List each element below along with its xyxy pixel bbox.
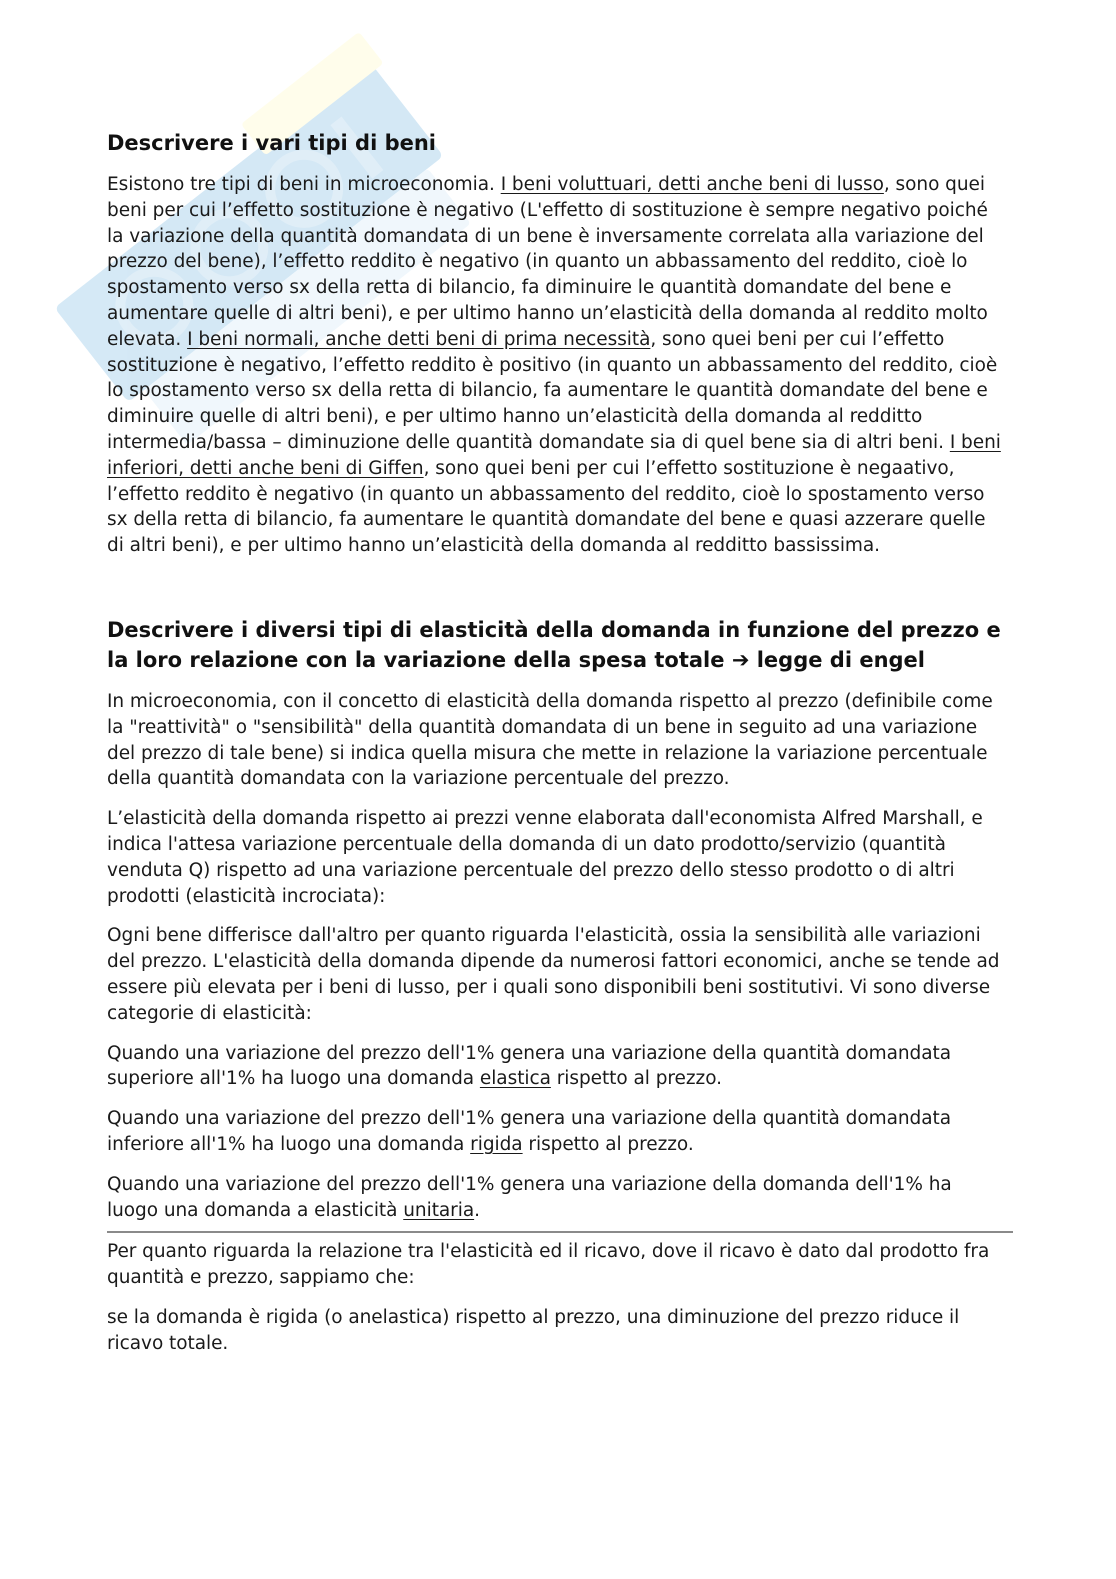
text-run: , sono quei beni per cui l’effetto sostituzione è negaativo, l’effetto reddito è negativo (in quanto un abbassamento del reddito, cioè lo spostamento verso sx della retta di bilancio, fa aumentare le quantità domandate del bene e quasi azzerare quelle di altri beni), e per ultimo hanno un’elasticità della domanda al redditto bassissima.: [107, 457, 986, 557]
document-page: [107, 128, 1007, 1356]
title-text: legge di engel: [749, 647, 925, 672]
title-text: Descrivere i diversi tipi di elasticità della domanda in funzione del prezzo e la loro relazione con la variazione della spesa totale: [107, 617, 1001, 672]
section-title-tipi-di-beni: Descrivere i vari tipi di beni: [107, 131, 436, 155]
paragraph-categorie-elasticita: Ogni bene differisce dall'altro per quanto riguarda l'elasticità, ossia la sensibilità alle variazioni del prezzo. L'elasticità della domanda dipende da numerosi fattori economici, anche se tende ad essere più elevata per i beni di lusso, per i quali sono disponibili beni sostitutivi. Vi sono diverse categorie di elasticità:: [107, 925, 1000, 1024]
text-run: Quando una variazione del prezzo dell'1% genera una variazione della quantità domandata superiore all'1% ha luogo una domanda: [107, 1042, 952, 1090]
underlined-term-unitaria: unitaria: [403, 1199, 475, 1221]
text-run: , sono quei beni per cui l’effetto sostituzione è negativo (L'effetto di sostituzione è sempre negativo poiché la variazione della quantità domandata di un bene è inversamente correlata alla variazione del prezzo del bene), l’effetto reddito è negativo (in quanto un abbassamento del reddito, cioè lo spostamento verso sx della retta di bilancio, fa diminuire le quantità domandate del bene e aumentare quelle di altri beni), e per ultimo hanno un’elasticità della domanda al reddito molto elevata.: [107, 174, 988, 350]
section-title-elasticita: [107, 615, 1007, 675]
arrow-right-icon: ➔: [731, 647, 750, 672]
paragraph-domanda-elastica: [107, 1041, 1007, 1093]
underlined-term-beni-voluttuari: I beni voluttuari, detti anche beni di lusso: [500, 174, 884, 195]
text-run: rispetto al prezzo.: [550, 1068, 722, 1090]
underlined-term-elastica: elastica: [479, 1068, 551, 1090]
paragraph-elasticita-ricavo: Per quanto riguarda la relazione tra l'elasticità ed il ricavo, dove il ricavo è dato dal prodotto fra quantità e prezzo, sappiamo che:: [107, 1241, 990, 1289]
underlined-term-beni-inferiori: I beni inferiori, detti anche beni di Giffen: [107, 431, 1001, 479]
text-run: Quando una variazione del prezzo dell'1% genera una variazione della quantità domandata inferiore all'1% ha luogo una domanda: [107, 1108, 952, 1155]
underlined-term-rigida: rigida: [470, 1133, 523, 1155]
text-run: Esistono tre tipi di beni in microeconomia.: [107, 174, 501, 195]
paragraph-domanda-rigida: [107, 1106, 1007, 1158]
text-run: Quando una variazione del prezzo dell'1% genera una variazione della domanda dell'1% ha luogo una domanda a elasticità: [107, 1173, 952, 1221]
paragraph-definizione-elasticita: In microeconomia, con il concetto di elasticità della domanda rispetto al prezzo (definibile come la "reattività" o "sensibilità" della quantità domandata di un bene in seguito ad una variazione del prezzo di tale bene) si indica quella misura che mette in relazione la variazione percentuale della quantità domandata con la variazione percentuale del prezzo.: [107, 690, 993, 790]
paragraph-tipi-di-beni: [107, 172, 1007, 559]
text-run: , sono quei beni per cui l’effetto sostituzione è negativo, l’effetto reddito è positivo (in quanto un abbassamento del reddito, cioè lo spostamento verso sx della retta di bilancio, fa aumentare le quantità domandate del bene e diminuire quelle di altri beni), e per ultimo hanno un’elasticità della domanda al redditto intermedia/bassa – diminuzione delle quantità domandate sia di quel bene sia di altri beni.: [107, 328, 998, 453]
text-run: rispetto al prezzo.: [522, 1133, 694, 1155]
text-run: .: [474, 1199, 480, 1221]
paragraph-domanda-rigida-ricavo: se la domanda è rigida (o anelastica) rispetto al prezzo, una diminuzione del prezzo riduce il ricavo totale.: [107, 1306, 960, 1354]
paragraph-elasticita-unitaria: [107, 1172, 1007, 1224]
paragraph-marshall: L’elasticità della domanda rispetto ai prezzi venne elaborata dall'economista Alfred Marshall, e indica l'attesa variazione percentuale della domanda di un dato prodotto/servizio (quantità venduta Q) rispetto ad una variazione percentuale del prezzo dello stesso prodotto o di altri prodotti (elasticità incrociata):: [107, 808, 983, 907]
underlined-term-beni-normali: I beni normali, anche detti beni di prima necessità: [187, 328, 651, 350]
horizontal-divider: [107, 1231, 1013, 1233]
